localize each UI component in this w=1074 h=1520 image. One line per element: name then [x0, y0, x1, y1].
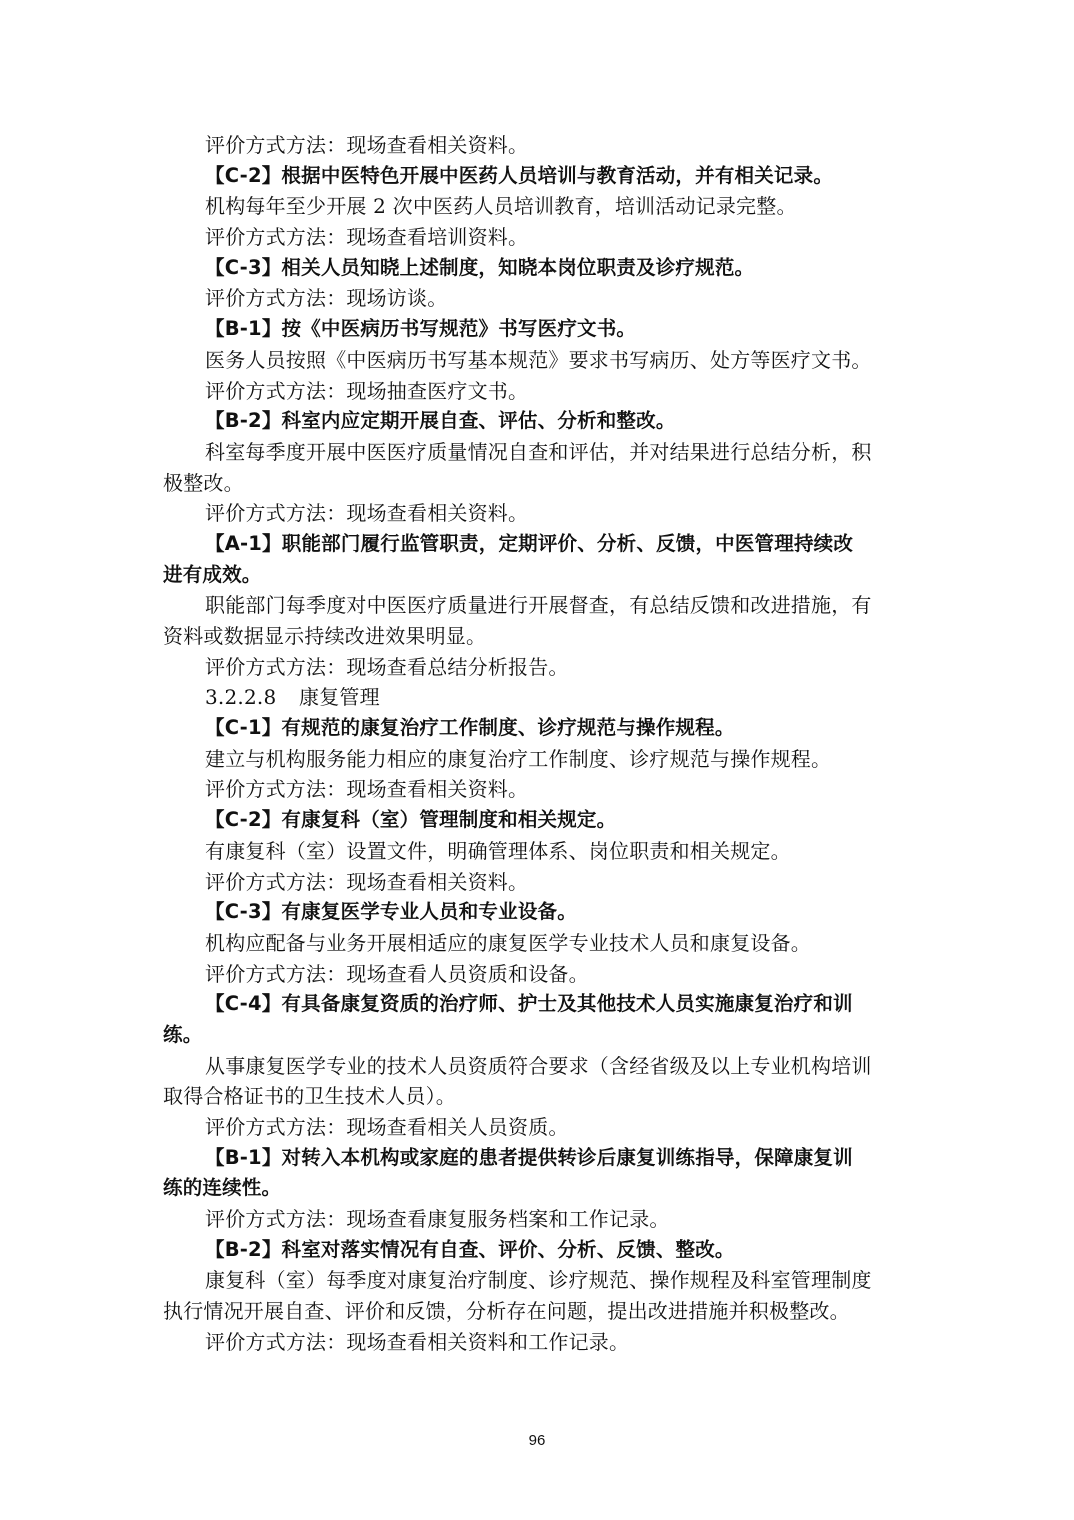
body-text-line: 评价方式方法：现场查看相关资料和工作记录。 [205, 1329, 630, 1354]
body-text-line: 取得合格证书的卫生技术人员）。 [163, 1084, 456, 1109]
body-text-line: 医务人员按照《中医病历书写基本规范》要求书写病历、处方等医疗文书。 [205, 347, 872, 372]
section-title: 康复管理 [299, 685, 380, 710]
body-text-line: 建立与机构服务能力相应的康复治疗工作制度、诊疗规范与操作规程。 [205, 746, 832, 771]
body-text-line: 从事康复医学专业的技术人员资质符合要求（含经省级及以上专业机构培训 [205, 1053, 872, 1078]
section-number: 3.2.2.8 [205, 685, 277, 710]
body-text-line: 资料或数据显示持续改进效果明显。 [163, 624, 487, 648]
body-text-line: 评价方式方法：现场查看总结分析报告。 [205, 654, 569, 679]
criterion-heading: 【C-2】根据中医特色开展中医药人员培训与教育活动，并有相关记录。 [205, 163, 834, 187]
criterion-heading: 【C-3】有康复医学专业人员和专业设备。 [205, 900, 577, 924]
body-text-line: 职能部门每季度对中医医疗质量进行开展督查，有总结反馈和改进措施，有 [205, 593, 872, 618]
criterion-heading: 【C-4】有具备康复资质的治疗师、护士及其他技术人员实施康复治疗和训 [205, 992, 853, 1016]
body-text-line: 评价方式方法：现场查看相关资料。 [205, 501, 529, 526]
criterion-heading: 进有成效。 [163, 562, 262, 586]
body-text-line: 科室每季度开展中医医疗质量情况自查和评估，并对结果进行总结分析，积 [205, 439, 872, 464]
page-number: 96 [528, 1432, 546, 1449]
document-body [163, 130, 913, 1358]
criterion-heading: 【C-2】有康复科（室）管理制度和相关规定。 [205, 808, 617, 832]
criterion-heading: 练。 [163, 1022, 203, 1046]
body-text-line: 评价方式方法：现场访谈。 [205, 286, 448, 311]
body-text-line: 评价方式方法：现场查看培训资料。 [205, 225, 529, 250]
body-text-line: 执行情况开展自查、评价和反馈，分析存在问题，提出改进措施并积极整改。 [163, 1299, 850, 1324]
criterion-heading: 【C-3】相关人员知晓上述制度，知晓本岗位职责及诊疗规范。 [205, 255, 755, 279]
body-text-line: 评价方式方法：现场查看相关资料。 [205, 869, 529, 894]
body-text-line: 机构每年至少开展 2 次中医药人员培训教育，培训活动记录完整。 [205, 194, 797, 219]
body-text-line: 评价方式方法：现场查看康复服务档案和工作记录。 [205, 1207, 670, 1232]
section-heading [163, 682, 913, 713]
body-text-line: 评价方式方法：现场查看相关资料。 [205, 777, 529, 802]
criterion-heading: 【B-1】对转入本机构或家庭的患者提供转诊后康复训练指导，保障康复训 [205, 1145, 853, 1169]
body-text-line: 评价方式方法：现场查看相关人员资质。 [205, 1115, 569, 1139]
body-text-line: 极整改。 [163, 470, 244, 495]
body-text-line: 有康复科（室）设置文件，明确管理体系、岗位职责和相关规定。 [205, 838, 791, 863]
body-text-line: 机构应配备与业务开展相适应的康复医学专业技术人员和康复设备。 [205, 930, 811, 955]
criterion-heading: 【B-2】科室内应定期开展自查、评估、分析和整改。 [205, 409, 676, 433]
criterion-heading: 【B-1】按《中医病历书写规范》书写医疗文书。 [205, 317, 637, 341]
body-text-line: 康复科（室）每季度对康复治疗制度、诊疗规范、操作规程及科室管理制度 [205, 1268, 872, 1293]
body-text-line: 评价方式方法：现场查看人员资质和设备。 [205, 961, 589, 986]
criterion-heading: 【B-2】科室对落实情况有自查、评价、分析、反馈、整改。 [205, 1237, 735, 1261]
criterion-heading: 【A-1】职能部门履行监管职责，定期评价、分析、反馈，中医管理持续改 [205, 531, 854, 555]
criterion-heading: 练的连续性。 [163, 1176, 282, 1200]
body-text-line: 评价方式方法：现场抽查医疗文书。 [205, 378, 529, 403]
body-text-line: 评价方式方法：现场查看相关资料。 [205, 133, 529, 157]
criterion-heading: 【C-1】有规范的康复治疗工作制度、诊疗规范与操作规程。 [205, 716, 735, 740]
